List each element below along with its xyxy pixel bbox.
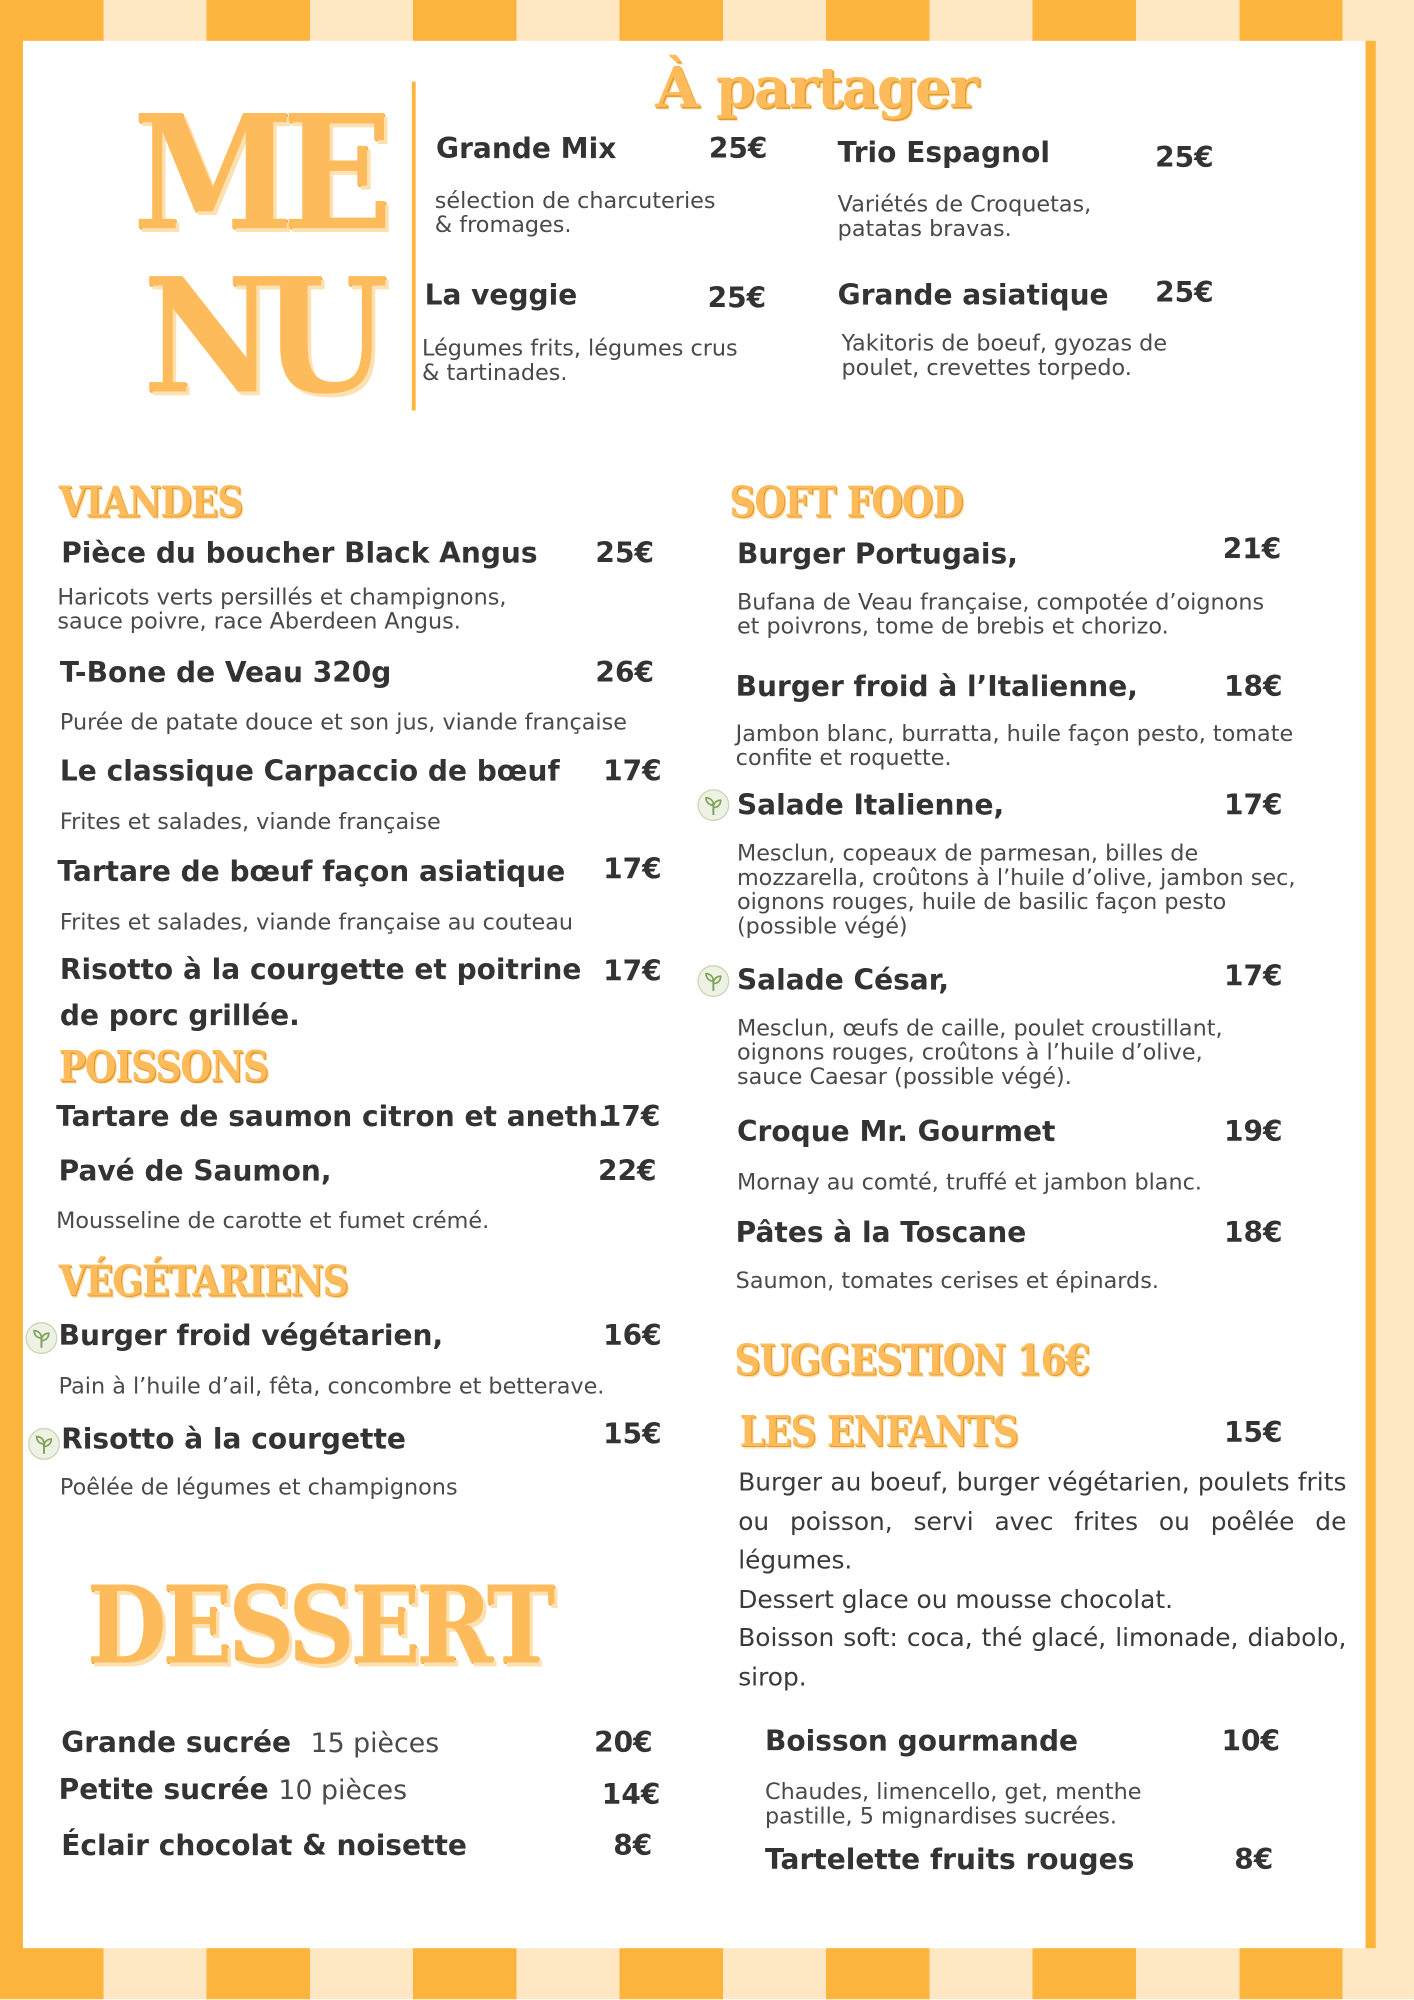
item-price: 17€	[603, 756, 662, 788]
menu-title-line1: ME	[132, 81, 382, 267]
item-description: Variétés de Croquetas,	[837, 192, 1092, 219]
item-name: Éclair chocolat & noisette	[61, 1830, 467, 1863]
item-name: Salade César,	[736, 965, 950, 998]
item-price: 17€	[603, 854, 662, 887]
dessert-item-row	[59, 1775, 407, 1807]
item-description: oignons rouges, croûtons à l’huile d’olive,	[736, 1040, 1203, 1066]
title-divider	[412, 82, 416, 411]
item-price: 18€	[1224, 1217, 1283, 1250]
item-name: Tartelette fruits rouges	[765, 1844, 1135, 1877]
item-price: 19€	[1224, 1116, 1283, 1149]
item-description: confite et roquette.	[735, 745, 952, 772]
item-price: 22€	[597, 1156, 657, 1189]
item-description: patatas bravas.	[837, 216, 1012, 243]
item-price: 25€	[708, 133, 768, 166]
item-description: et poivrons, tome de brebis et chorizo.	[736, 614, 1169, 641]
item-name: Grande Mix	[436, 133, 617, 166]
item-description: Frites et salades, viande française	[59, 809, 441, 836]
item-quantity: 15 pièces	[310, 1727, 440, 1759]
item-name: T-Bone de Veau 320g	[59, 657, 392, 690]
right-border	[1366, 41, 1376, 1948]
item-description: Purée de patate douce et son jus, viande française	[59, 710, 627, 736]
item-price: 26€	[595, 657, 654, 690]
item-name: Tartare de bœuf façon asiatique	[57, 856, 566, 889]
item-description: Yakitoris de boeuf, gyozas de	[841, 331, 1168, 357]
dessert-heading: DESSERT	[86, 1561, 551, 1689]
item-name: Pavé de Saumon,	[58, 1156, 332, 1189]
item-name: Croque Mr. Gourmet	[736, 1116, 1056, 1149]
item-description: Mesclun, copeaux de parmesan, billes de	[736, 841, 1199, 867]
item-name: Risotto à la courgette et poitrine	[59, 954, 582, 987]
kids-drink-text: Boisson soft: coca, thé glacé, limonade, diabolo, sirop.	[738, 1623, 1347, 1692]
item-description: sélection de charcuteries	[434, 188, 716, 215]
item-description: pastille, 5 mignardises sucrées.	[765, 1804, 1118, 1830]
kids-heading: LES ENFANTS	[739, 1406, 1018, 1457]
item-description: Mousseline de carotte et fumet crémé.	[56, 1208, 490, 1235]
dessert-item-row	[61, 1728, 439, 1760]
item-price: 17€	[603, 956, 662, 989]
item-description: Mornay au comté, truffé et jambon blanc.	[736, 1170, 1202, 1196]
item-description: Saumon, tomates cerises et épinards.	[735, 1268, 1159, 1295]
item-quantity: 10 pièces	[278, 1774, 408, 1806]
item-description: & fromages.	[434, 212, 572, 239]
item-description: & tartinades.	[422, 360, 568, 387]
leaf-icon	[26, 1322, 58, 1354]
vegetariens-heading: VÉGÉTARIENS	[58, 1255, 348, 1306]
item-price: 10€	[1221, 1726, 1281, 1759]
item-price: 25€	[707, 283, 767, 315]
item-description: Bufana de Veau française, compotée d’oignons	[736, 590, 1265, 616]
partager-heading: À partager	[655, 56, 978, 122]
poissons-heading: POISSONS	[58, 1041, 268, 1092]
item-description: sauce Caesar (possible végé).	[736, 1064, 1072, 1091]
item-price: 17€	[1224, 961, 1283, 994]
item-price: 16€	[603, 1320, 662, 1353]
leaf-icon	[28, 1428, 60, 1460]
item-description: Pain à l’huile d’ail, fêta, concombre et betterave.	[58, 1374, 605, 1400]
item-name: Grande asiatique	[837, 280, 1109, 313]
item-description: Jambon blanc, burratta, huile façon pesto, tomate	[735, 721, 1294, 748]
item-price: 14€	[601, 1779, 661, 1812]
item-description: Mesclun, œufs de caille, poulet croustillant,	[736, 1016, 1223, 1042]
item-description: sauce poivre, race Aberdeen Angus.	[57, 609, 461, 635]
leaf-icon	[697, 965, 729, 997]
item-price: 15€	[603, 1419, 662, 1451]
kids-price: 15€	[1224, 1417, 1283, 1450]
item-name: Petite sucrée	[58, 1774, 269, 1807]
item-description: Frites et salades, viande française au couteau	[59, 910, 574, 936]
item-name: Pâtes à la Toscane	[735, 1217, 1027, 1250]
leaf-icon	[697, 789, 729, 821]
item-price: 25€	[1155, 277, 1214, 310]
item-name: Tartare de saumon citron et aneth.	[56, 1101, 609, 1134]
item-description: Chaudes, limencello, get, menthe	[765, 1779, 1142, 1806]
item-description: Haricots verts persillés et champignons,	[57, 585, 507, 611]
item-price: 25€	[1155, 142, 1214, 175]
item-price: 20€	[594, 1727, 653, 1760]
item-price: 18€	[1224, 671, 1283, 704]
item-name: Burger Portugais,	[736, 539, 1018, 572]
item-price: 17€	[601, 1101, 661, 1134]
item-description: mozzarella, croûtons à l’huile d’olive, jambon sec,	[736, 865, 1296, 892]
item-name: Le classique Carpaccio de bœuf	[59, 756, 560, 788]
item-description: (possible végé)	[736, 914, 908, 940]
item-name: Boisson gourmande	[765, 1726, 1079, 1759]
kids-meal-text: Burger au boeuf, burger végétarien, poulets frits ou poisson, servi avec frites ou poêlée de légumes.	[738, 1467, 1347, 1575]
item-name: Pièce du boucher Black Angus	[61, 538, 538, 570]
item-description: Légumes frits, légumes crus	[422, 336, 738, 363]
viandes-heading: VIANDES	[58, 476, 243, 527]
menu-title-line2: NU	[142, 244, 375, 430]
item-name: Salade Italienne,	[736, 790, 1005, 823]
item-name: Trio Espagnol	[837, 137, 1051, 170]
item-name: Burger froid végétarien,	[58, 1320, 444, 1353]
item-description: Poêlée de légumes et champignons	[59, 1475, 458, 1501]
item-price: 8€	[1234, 1844, 1274, 1877]
item-price: 21€	[1222, 534, 1282, 567]
suggestion-heading: SUGGESTION 16€	[734, 1334, 1089, 1385]
item-description: poulet, crevettes torpedo.	[841, 355, 1132, 382]
item-name: La veggie	[424, 280, 578, 313]
item-description: oignons rouges, huile de basilic façon pesto	[736, 889, 1227, 916]
item-name-continued: de porc grillée.	[59, 1000, 300, 1033]
item-price: 8€	[613, 1830, 653, 1863]
item-name: Grande sucrée	[61, 1727, 291, 1760]
item-name: Risotto à la courgette	[61, 1424, 406, 1457]
item-name: Burger froid à l’Italienne,	[735, 671, 1138, 704]
kids-dessert-text: Dessert glace ou mousse chocolat.	[738, 1584, 1174, 1614]
item-price: 25€	[595, 538, 654, 570]
softfood-heading: SOFT FOOD	[729, 476, 963, 527]
kids-description	[738, 1464, 1346, 1697]
item-price: 17€	[1224, 790, 1283, 823]
